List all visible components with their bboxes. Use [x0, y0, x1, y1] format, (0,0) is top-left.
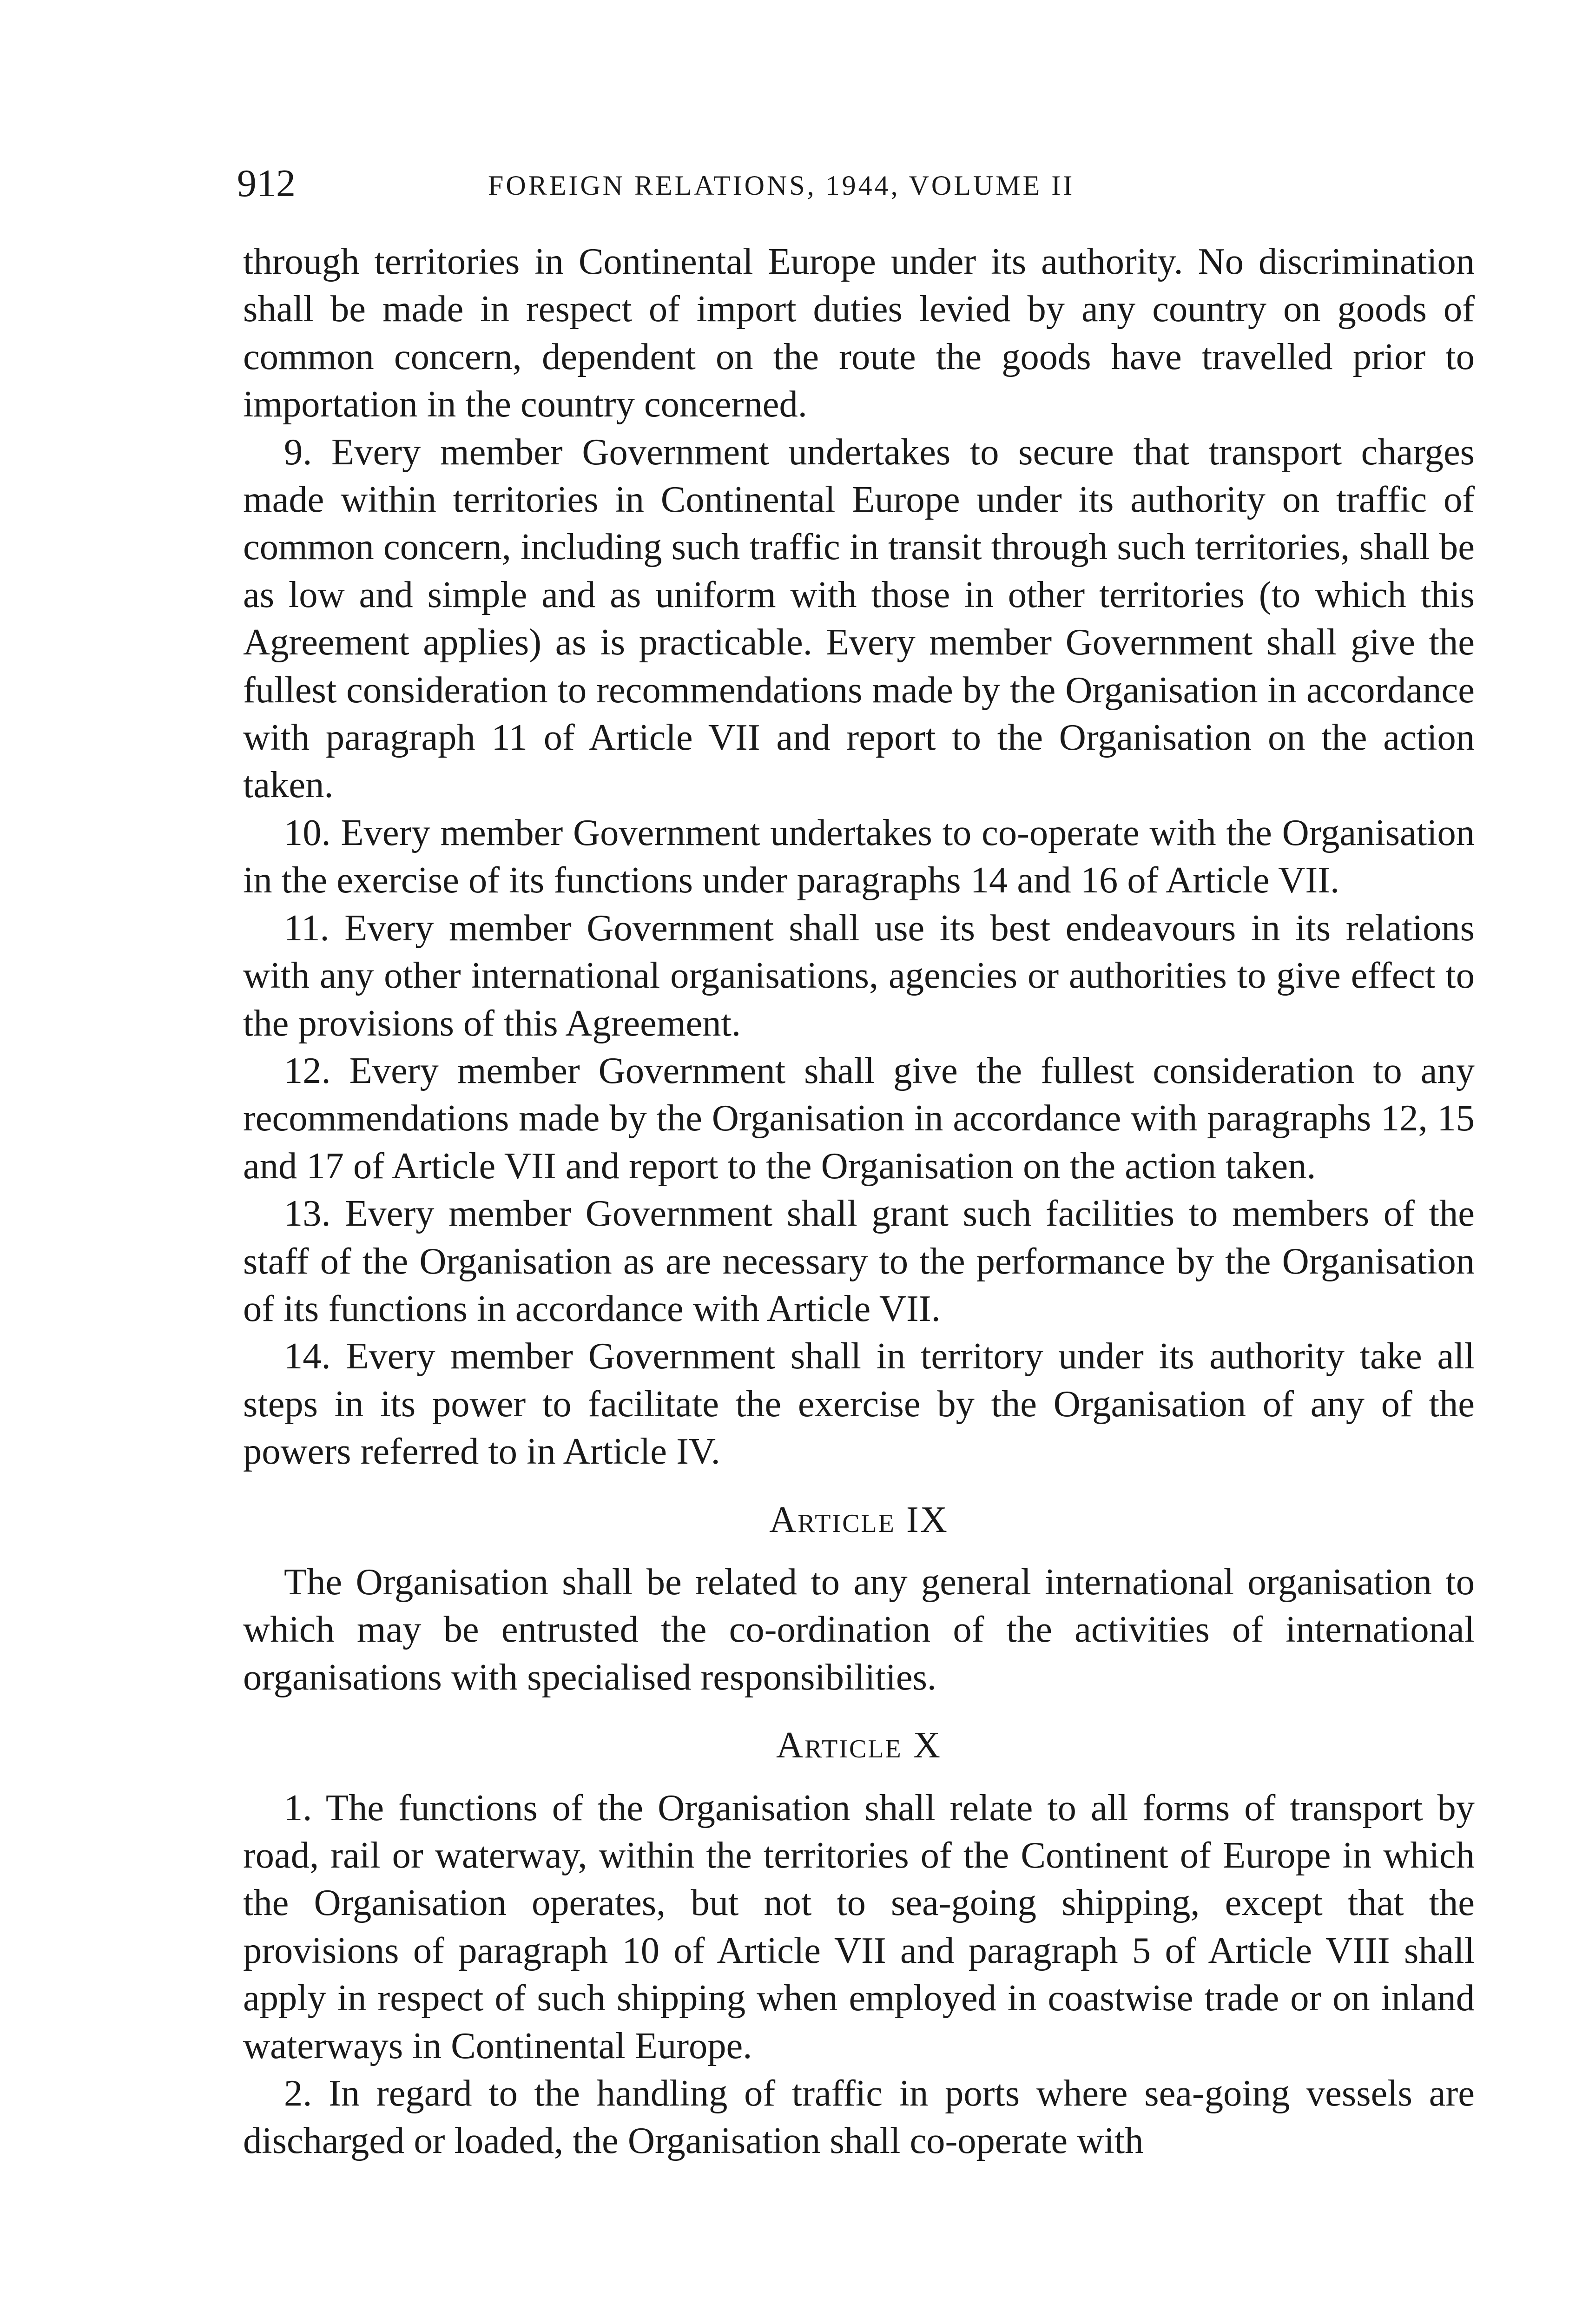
- paragraph-10: 10. Every member Government undertakes to co-operate with the Organisation in the exercise of its functions under paragraphs 14 and 16 of Article VII.: [243, 812, 1475, 901]
- paragraph-11: 11. Every member Government shall use its best endeavours in its relations with any other international organisations, agencies or authorities to give effect to the provisions of this Agreement.: [243, 907, 1475, 1044]
- article-ix-heading: Article IX: [769, 1499, 949, 1540]
- paragraph-9: 9. Every member Government undertakes to secure that transport charges made within territories in Continental Europe under its authority on traffic of common concern, including such traffic in transit through such territories, shall be as low and simple and as uniform with those in other territories (to which this Agreement applies) as is practicable. Every member Government shall give the fullest consideration to recommendations made by the Organisation in accordance with paragraph 11 of Article VII and report to the Organisation on the action taken.: [243, 431, 1475, 806]
- paragraph-14: 14. Every member Government shall in territory under its authority take all steps in its power to facilitate the exercise by the Organisation of any of the powers referred to in Article IV.: [243, 1335, 1475, 1472]
- article-x-paragraph-1: 1. The functions of the Organisation shall relate to all forms of transport by road, rail or waterway, within the territories of the Continent of Europe in which the Organisation operates, but not to sea-going shipping, except that the provisions of paragraph 10 of Article VII and paragraph 5 of Article VIII shall apply in respect of such shipping when employed in coastwise trade or on inland waterways in Continental Europe.: [243, 1787, 1475, 2067]
- running-head: FOREIGN RELATIONS, 1944, VOLUME II: [488, 170, 1075, 201]
- paragraph-12: 12. Every member Government shall give the fullest consideration to any recommendations made by the Organisation in accordance with paragraphs 12, 15 and 17 of Article VII and report to the Organisation on the action taken.: [243, 1050, 1475, 1187]
- body-text: [243, 238, 1475, 2165]
- paragraph-13: 13. Every member Government shall grant such facilities to members of the staff of the Organisation as are necessary to the performance by the Organisation of its functions in accordance with Article VII.: [243, 1193, 1475, 1329]
- paragraph-continuation: through territories in Continental Europe under its authority. No discrimination shall be made in respect of import duties levied by any country on goods of common concern, dependent on the route the goods have travelled prior to importation in the country concerned.: [243, 241, 1475, 425]
- page-header: [237, 160, 1469, 216]
- article-x-heading: Article X: [776, 1724, 942, 1766]
- article-x-paragraph-2: 2. In regard to the handling of traffic in ports where sea-going vessels are discharged or loaded, the Organisation shall co-operate with: [243, 2073, 1475, 2162]
- article-ix-text: The Organisation shall be related to any general international organisation to which may be entrusted the co-ordination of the activities of international organisations with specialised responsibilities.: [243, 1561, 1475, 1698]
- page-number: 912: [237, 162, 296, 205]
